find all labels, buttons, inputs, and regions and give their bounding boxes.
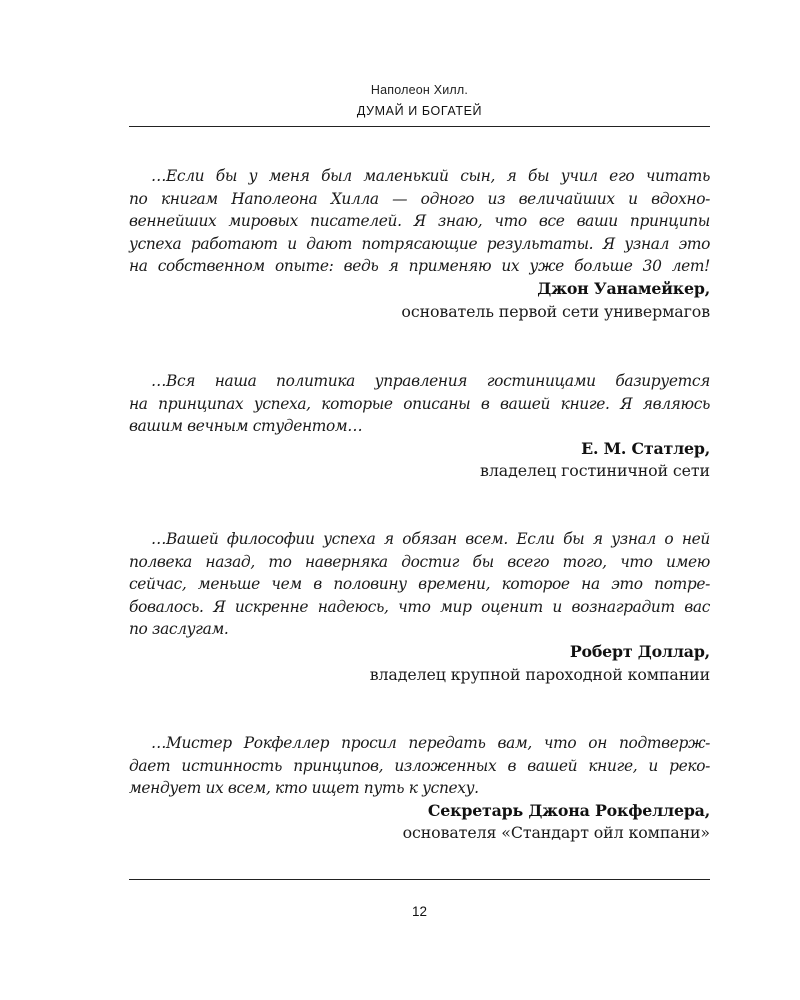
testimonial-role: основатель первой сети универмагов bbox=[401, 301, 710, 321]
testimonial-author: Джон Уанамейкер, bbox=[537, 278, 710, 298]
testimonial-author: Роберт Доллар, bbox=[569, 641, 710, 661]
testimonial-rockefeller-secretary bbox=[129, 732, 710, 845]
quote-line: на собственном опыте: ведь я применяю их уже больше 30 лет! bbox=[129, 257, 710, 276]
testimonial-statler bbox=[129, 370, 710, 483]
quote-line: вашим вечным студентом… bbox=[129, 417, 363, 436]
quote-line: дает истинность принципов, изложенных в вашей книге, и реко- bbox=[129, 756, 710, 775]
testimonial-role: основателя «Стандарт ойл компани» bbox=[402, 823, 710, 843]
quote-line: по заслугам. bbox=[129, 620, 229, 639]
testimonial-quote bbox=[129, 165, 710, 278]
testimonial-quote bbox=[129, 732, 710, 800]
testimonial-role: владелец крупной пароходной компании bbox=[369, 664, 710, 684]
quote-line: мендует их всем, кто ищет путь к успеху. bbox=[129, 779, 479, 798]
quote-line: полвека назад, то наверняка достиг бы всего того, что имею bbox=[129, 552, 710, 571]
quote-line: …Мистер Рокфеллер просил передать вам, что он подтверж- bbox=[151, 734, 710, 752]
running-header bbox=[129, 81, 710, 120]
page-number: 12 bbox=[411, 904, 428, 919]
testimonial-author: Е. М. Статлер, bbox=[581, 438, 710, 458]
quote-line: веннейших мировых писателей. Я знаю, что все ваши принципы bbox=[129, 212, 710, 231]
testimonial-wanamaker bbox=[129, 165, 710, 323]
testimonial-dollar bbox=[129, 528, 710, 686]
header-rule bbox=[129, 126, 710, 127]
footer-rule bbox=[129, 879, 710, 880]
quote-line: по книгам Наполеона Хилла — одного из величайших и вдохно- bbox=[129, 189, 710, 208]
header-book-title: ДУМАЙ И БОГАТЕЙ bbox=[356, 104, 483, 118]
testimonial-quote bbox=[129, 370, 710, 438]
quote-line: на принципах успеха, которые описаны в вашей книге. Я являюсь bbox=[129, 394, 710, 413]
quote-line: …Вся наша политика управления гостиницами базируется bbox=[151, 372, 710, 390]
testimonial-quote bbox=[129, 528, 710, 641]
testimonial-role: владелец гостиничной сети bbox=[480, 461, 710, 481]
quote-line: …Вашей философии успеха я обязан всем. Если бы я узнал о ней bbox=[151, 530, 710, 548]
quote-line: …Если бы у меня был маленький сын, я бы учил его читать bbox=[151, 167, 710, 185]
quote-line: бовалось. Я искренне надеюсь, что мир оценит и вознаградит вас bbox=[129, 597, 710, 616]
header-author: Наполеон Хилл. bbox=[370, 83, 469, 97]
testimonial-author: Секретарь Джона Рокфеллера, bbox=[427, 800, 710, 820]
quote-line: успеха работают и дают потрясающие результаты. Я узнал это bbox=[129, 234, 710, 253]
quote-line: сейчас, меньше чем в половину времени, которое на это потре- bbox=[129, 575, 710, 594]
